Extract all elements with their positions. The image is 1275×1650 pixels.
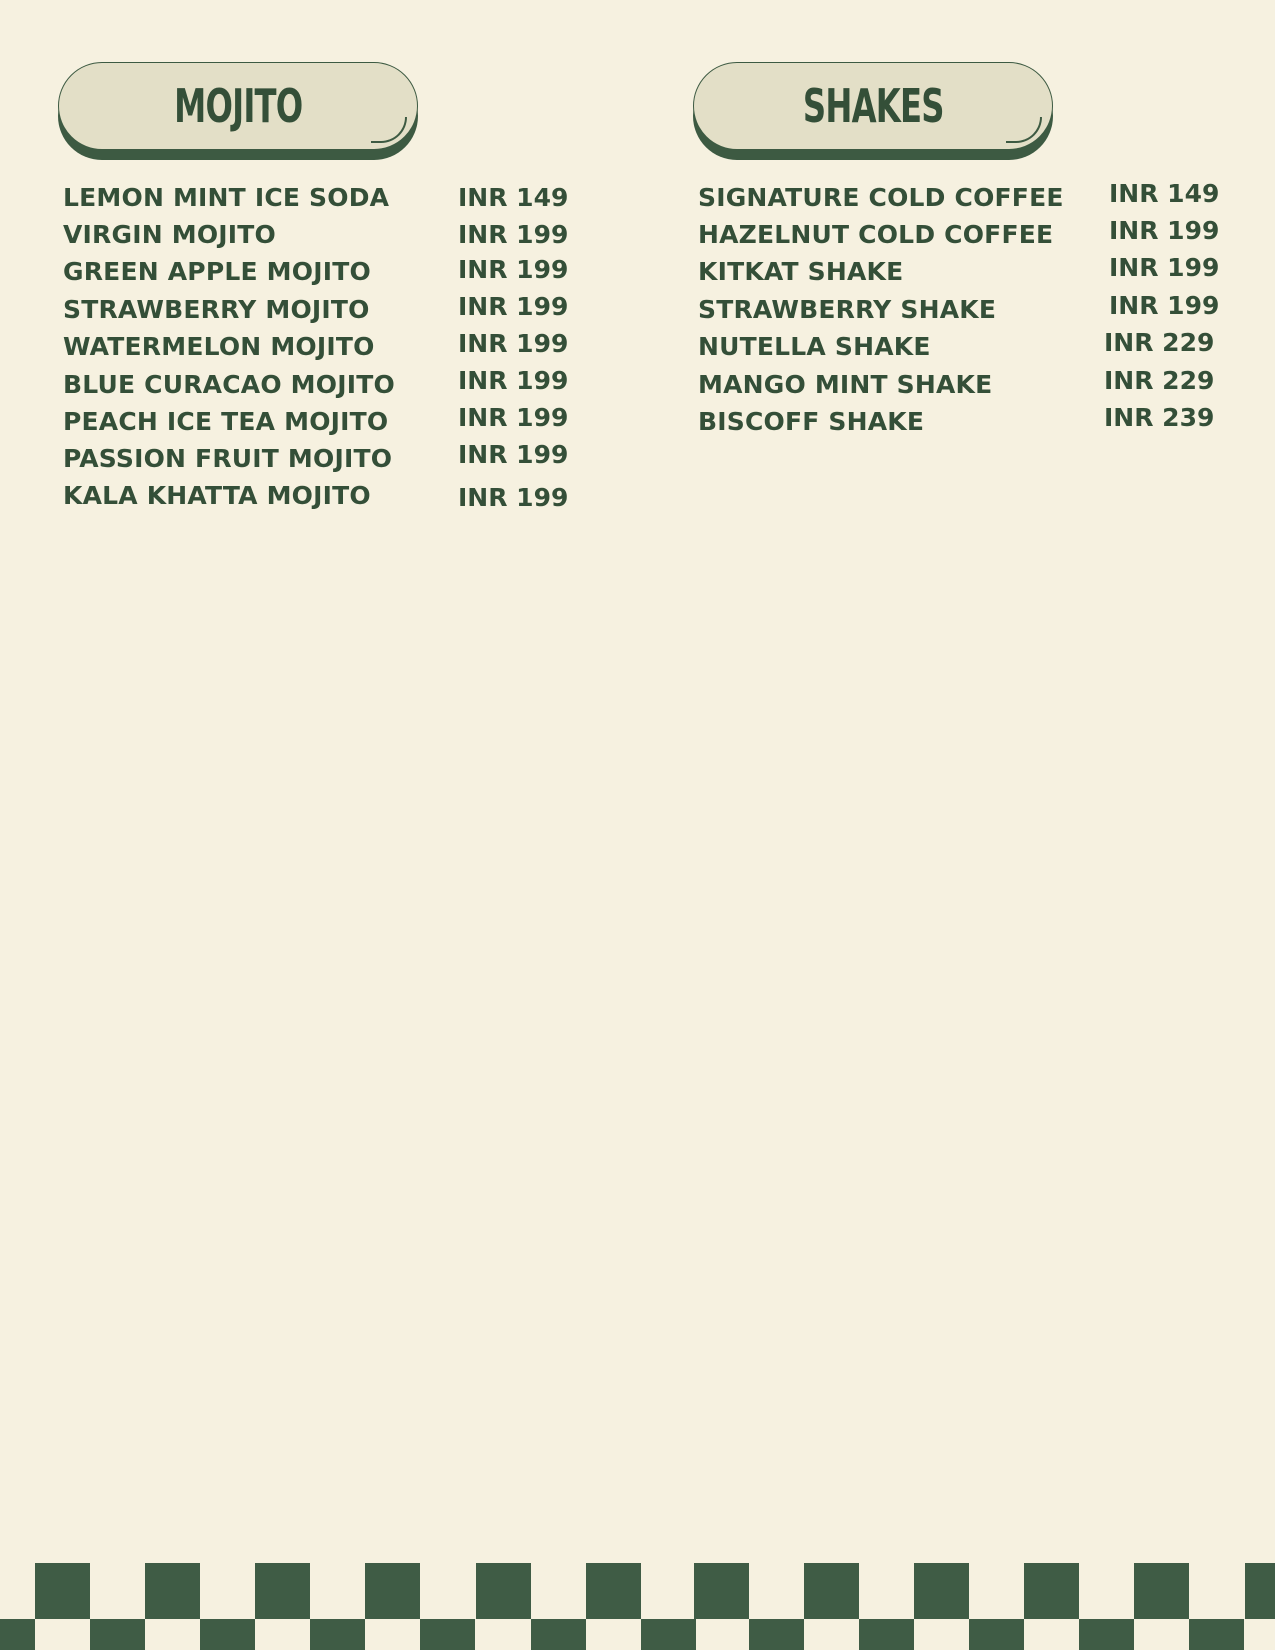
pill-face <box>58 62 418 150</box>
item-name: BLUE CURACAO MOJITO <box>63 370 395 399</box>
item-price: INR 229 <box>1104 328 1215 357</box>
checker-square <box>476 1563 531 1619</box>
checker-square <box>1134 1563 1189 1619</box>
checker-square <box>914 1563 969 1619</box>
item-price: INR 199 <box>458 255 569 284</box>
item-name: STRAWBERRY SHAKE <box>698 295 997 324</box>
item-price: INR 199 <box>458 440 569 469</box>
item-price: INR 239 <box>1104 403 1215 432</box>
pill-arc-decoration <box>371 117 407 143</box>
item-name: STRAWBERRY MOJITO <box>63 295 370 324</box>
item-name: BISCOFF SHAKE <box>698 407 925 436</box>
item-name: SIGNATURE COLD COFFEE <box>698 183 1064 212</box>
item-price: INR 229 <box>1104 366 1215 395</box>
checker-square <box>969 1619 1024 1650</box>
item-name: KITKAT SHAKE <box>698 257 904 286</box>
item-name: VIRGIN MOJITO <box>63 220 276 249</box>
item-name: KALA KHATTA MOJITO <box>63 481 371 510</box>
checker-square <box>310 1619 365 1650</box>
checker-square <box>90 1619 145 1650</box>
checker-square <box>804 1563 859 1619</box>
checker-square <box>749 1619 804 1650</box>
item-price: INR 199 <box>1109 253 1220 282</box>
item-price: INR 199 <box>458 220 569 249</box>
checker-square <box>255 1563 310 1619</box>
checker-square <box>35 1563 90 1619</box>
checkered-footer-border <box>0 1563 1275 1650</box>
shakes-title: SHAKES <box>802 79 944 133</box>
item-price: INR 199 <box>458 366 569 395</box>
item-price: INR 199 <box>1109 216 1220 245</box>
item-price: INR 199 <box>1109 291 1220 320</box>
checker-square <box>859 1619 914 1650</box>
pill-face <box>693 62 1053 150</box>
item-name: MANGO MINT SHAKE <box>698 370 993 399</box>
item-price: INR 199 <box>458 403 569 432</box>
item-name: HAZELNUT COLD COFFEE <box>698 220 1054 249</box>
checker-square <box>694 1563 749 1619</box>
mojito-header-pill <box>58 62 418 160</box>
checker-square <box>531 1619 586 1650</box>
checker-square <box>200 1619 255 1650</box>
item-name: WATERMELON MOJITO <box>63 332 375 361</box>
checker-square <box>1024 1563 1079 1619</box>
item-name: PEACH ICE TEA MOJITO <box>63 407 389 436</box>
checker-square <box>1245 1563 1275 1619</box>
item-price: INR 149 <box>1109 179 1220 208</box>
checker-square <box>1079 1619 1134 1650</box>
checker-square <box>420 1619 475 1650</box>
item-name: LEMON MINT ICE SODA <box>63 183 390 212</box>
checker-square <box>0 1619 35 1650</box>
item-price: INR 199 <box>458 329 569 358</box>
item-price: INR 199 <box>458 483 569 512</box>
pill-arc-decoration <box>1006 117 1042 143</box>
item-name: NUTELLA SHAKE <box>698 332 931 361</box>
checker-square <box>145 1563 200 1619</box>
item-price: INR 199 <box>458 292 569 321</box>
shakes-header-pill <box>693 62 1053 160</box>
item-price: INR 149 <box>458 183 569 212</box>
checker-square <box>1189 1619 1244 1650</box>
checker-square <box>365 1563 420 1619</box>
item-name: PASSION FRUIT MOJITO <box>63 444 393 473</box>
checker-square <box>586 1563 641 1619</box>
checker-square <box>641 1619 696 1650</box>
item-name: GREEN APPLE MOJITO <box>63 257 371 286</box>
mojito-title: MOJITO <box>173 79 303 133</box>
